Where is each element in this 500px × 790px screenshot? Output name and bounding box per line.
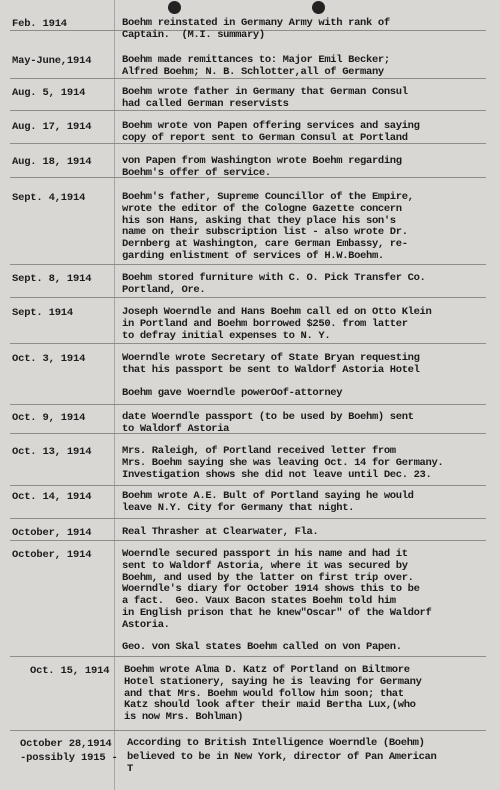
entry-text: Mrs. Raleigh, of Portland received letter from Mrs. Boehm saying she was leaving Oct. 14 for Germany. Investigation shows she did not leave until Dec. 23. (122, 445, 444, 481)
entry-text: von Papen from Washington wrote Boehm regarding Boehm's offer of service. (122, 155, 402, 179)
row-divider (10, 485, 486, 486)
entry-text: Woerndle wrote Secretary of State Bryan requesting that his passport be sent to Waldorf Astoria Hotel (122, 352, 420, 376)
entry-date: Aug. 18, 1914 (12, 156, 92, 168)
entry-text: Boehm wrote A.E. Bult of Portland saying he would leave N.Y. City for Germany that night. (122, 490, 414, 514)
row-divider (10, 343, 486, 344)
entry-date: October, 1914 (12, 527, 92, 539)
entry-date: Aug. 5, 1914 (12, 87, 86, 99)
entry-text: Geo. von Skal states Boehm called on von Papen. (122, 641, 402, 653)
entry-date: Oct. 9, 1914 (12, 412, 86, 424)
punch-hole (312, 1, 325, 14)
row-divider (10, 730, 486, 731)
entry-text: Boehm stored furniture with C. O. Pick Transfer Co. Portland, Ore. (122, 272, 426, 296)
entry-date: Feb. 1914 (12, 18, 67, 30)
row-divider (10, 518, 486, 519)
entry-text: Joseph Woerndle and Hans Boehm call ed on Otto Klein in Portland and Boehm borrowed $250. from latter to defray initial expenses to N. Y. (122, 306, 432, 342)
entry-date: October 28,1914 (20, 738, 112, 750)
entry-date: Oct. 14, 1914 (12, 491, 92, 503)
entry-text: Boehm wrote von Papen offering services and saying copy of report sent to German Consul at Portland (122, 120, 420, 144)
entry-text: Boehm reinstated in Germany Army with rank of Captain. (M.I. summary) (122, 17, 390, 41)
entry-text: Boehm wrote Alma D. Katz of Portland on Biltmore Hotel stationery, saying he is leaving for Germany and that Mrs. Boehm would follow him soon; that Katz should look after their maid Bertha Lux,(who is now Mrs. Bohlman) (124, 664, 422, 724)
row-divider (10, 540, 486, 541)
entry-date: Oct. 13, 1914 (12, 446, 92, 458)
entry-text: believed to be in New York, director of Pan American T (127, 751, 437, 775)
row-divider (10, 264, 486, 265)
entry-date: Aug. 17, 1914 (12, 121, 92, 133)
entry-text: Boehm made remittances to: Major Emil Becker; Alfred Boehm; N. B. Schlotter,all of Germany (122, 54, 390, 78)
punch-hole (168, 1, 181, 14)
row-divider (10, 297, 486, 298)
entry-text: Real Thrasher at Clearwater, Fla. (122, 526, 319, 538)
entry-text: date Woerndle passport (to be used by Boehm) sent to Waldorf Astoria (122, 411, 414, 435)
entry-date: Sept. 1914 (12, 307, 74, 319)
entry-text: Boehm wrote father in Germany that German Consul had called German reservists (122, 86, 408, 110)
row-divider (10, 656, 486, 657)
entry-text: Boehm gave Woerndle powerOof-attorney (122, 387, 343, 399)
entry-date: Oct. 15, 1914 (30, 665, 110, 677)
row-divider (10, 404, 486, 405)
entry-date: Sept. 8, 1914 (12, 273, 92, 285)
entry-date: Oct. 3, 1914 (12, 353, 86, 365)
entry-date: Sept. 4,1914 (12, 192, 86, 204)
entry-date: -possibly 1915 - (20, 752, 118, 764)
entry-date: May-June,1914 (12, 55, 92, 67)
entry-text: Boehm's father, Supreme Councillor of the Empire, wrote the editor of the Cologne Gazette concern his son Hans, asking that they place his son's name on their subscription list - also wrote Dr. Dernberg at Washington, care German Embassy, re- garding enlistment of services of H.W.Boehm. (122, 191, 414, 262)
entry-text: According to British Intelligence Woerndle (Boehm) (127, 737, 425, 749)
entry-date: October, 1914 (12, 549, 92, 561)
entry-text: Woerndle secured passport in his name and had it sent to Waldorf Astoria, where it was secured by Boehm, and used by the latter on first trip over. Woerndle's diary for October 1914 shows this to be a fact. Geo. Vaux Bacon states Boehm told him in English prison that he knew"Oscar" of the Waldorf Astoria. (122, 548, 432, 631)
